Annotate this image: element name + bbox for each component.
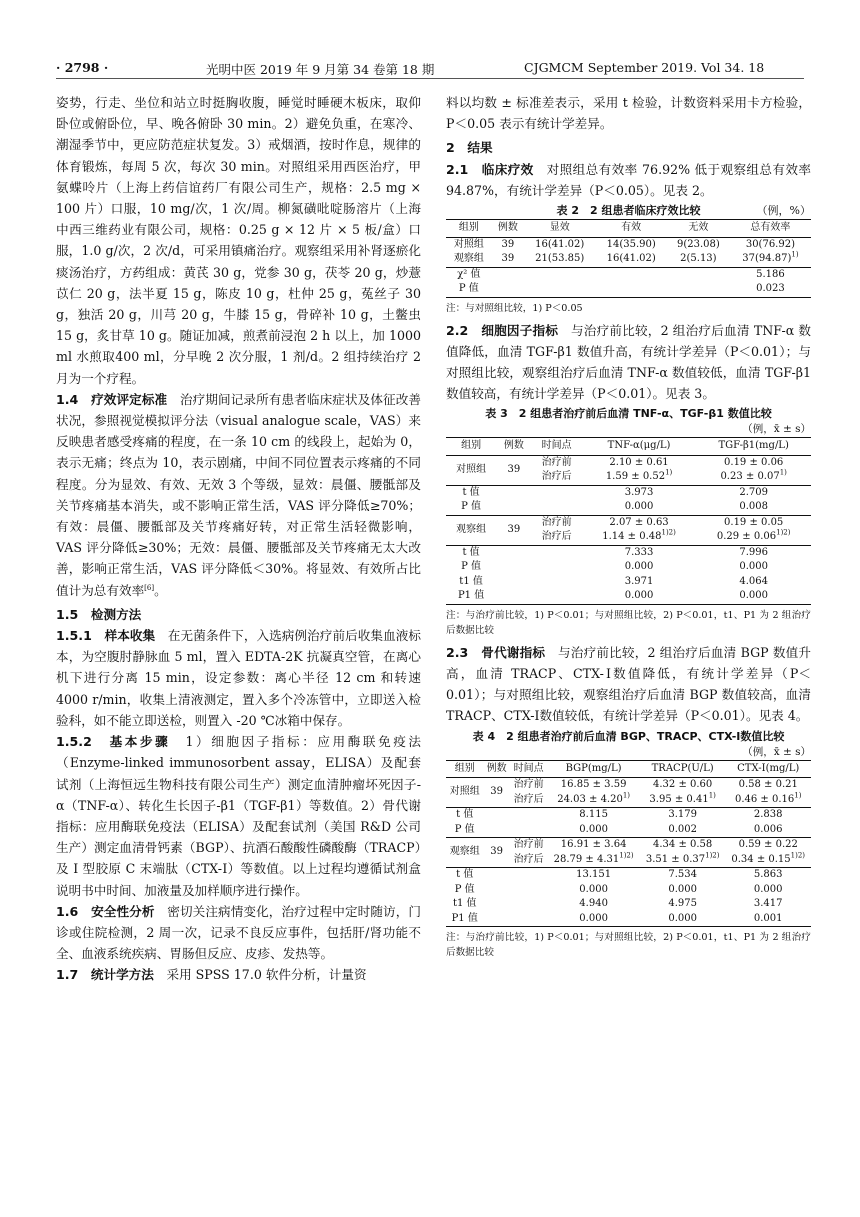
table-header: CTX-Ⅰ(mg/L) xyxy=(725,760,811,778)
cell-value: 0.34 ± 0.15 xyxy=(731,853,791,865)
stat-value: 7.333 xyxy=(582,545,697,560)
text-1-4-end: 。 xyxy=(154,582,167,598)
table-row xyxy=(446,252,811,267)
superscript: 1)2) xyxy=(661,529,676,537)
table-cell xyxy=(582,530,697,545)
stat-label: P 值 xyxy=(461,561,482,573)
heading-2: 2 结果 xyxy=(446,140,493,156)
table-header: BGP(mg/L) xyxy=(547,760,640,778)
table-cell: χ² 值 xyxy=(446,267,492,282)
stat-value: 0.000 xyxy=(624,501,654,513)
journal-title-cn: 光明中医 2019 年 9 月第 34 卷第 18 期 xyxy=(206,62,435,77)
table-2-note: 注：与对照组比较，1) P＜0.05 xyxy=(446,302,583,314)
table-cell xyxy=(640,853,726,868)
table-row xyxy=(446,515,811,530)
stat-value: 0.000 xyxy=(582,589,697,604)
stat-value: 7.534 xyxy=(640,868,726,883)
superscript: 1) xyxy=(794,791,802,800)
cell-value: 4.32 ± 0.60 xyxy=(653,779,713,791)
table-cell: 对照组 xyxy=(453,238,484,250)
text-2-2: 与治疗前比较，2 组治疗后血清 TNF-α 数值降低，血清 TGF-β1 数值升高，有统计学差异（P＜0.01）；与对照组比较，观察组治疗后血清 TNF-α 数值较低，血清 TGF-β1 数值较高，有统计学差异（P＜0.01）。见表 3。 xyxy=(446,322,812,402)
heading-2-1: 2.1 临床疗效 xyxy=(446,161,534,177)
empty-cell xyxy=(532,575,582,590)
superscript: 1) xyxy=(708,791,716,800)
cell-value: 3.51 ± 0.37 xyxy=(645,853,706,865)
cell-value: 0.23 ± 0.07 xyxy=(720,471,780,483)
stat-label: P1 值 xyxy=(446,589,496,604)
table-row xyxy=(446,575,811,590)
table-header: 例数 xyxy=(496,438,531,456)
stat-value: 3.417 xyxy=(753,898,783,910)
table-cell: 16(41.02) xyxy=(535,238,585,250)
cell-value: 0.19 ± 0.06 xyxy=(724,456,784,468)
table-cell xyxy=(547,853,640,868)
table-cell: 5.186 xyxy=(730,267,811,282)
cell-value: 24.03 ± 4.20 xyxy=(557,793,623,805)
table-cell xyxy=(696,455,811,470)
stat-value: 0.006 xyxy=(753,823,783,835)
cell-value: 0.46 ± 0.16 xyxy=(734,793,795,805)
table-cell: 21(53.85) xyxy=(535,253,585,265)
table-cell: 观察组 xyxy=(453,253,484,265)
text-1-4: 治疗期间记录所有患者临床症状及体征改善状况，参照视觉模拟评分法（visual analogue scale，VAS）来反映患者感受疼痛的程度，在一条 10 cm 的线段上，起始为 0，表示无痛；终点为 10，表示剧痛，中间不同位置表示疼痛的不同程度。分为显效、有效、无效 3 个等级，显效：晨僵、腰骶部及关节疼痛基本消失，或不影响正常生活，VAS 评分降低≥70%；有效：晨僵、腰骶部及关节疼痛好转，对正常生活轻微影响，VAS 评分降低≥30%；无效：晨僵、腰骶部及关节疼痛无太大改善，影响正常生活，VAS 评分降低＜30%。将显效、有效所占比值计为总有效率 xyxy=(56,391,422,598)
journal-title-en: CJGMCM September 2019. Vol 34. 18 xyxy=(524,60,765,75)
table-3-caption: 表 3 2 组患者治疗前后血清 TNF-α、TGF-β1 数值比较 xyxy=(485,407,772,421)
text-2-3: 与治疗前比较，2 组治疗后血清 BGP 数值升高，血清 TRACP、CTX-Ⅰ数值降低，有统计学差异（P＜0.01）；与对照组比较，观察组治疗后血清 BGP 数值较高，血清 TRACP、CTX-Ⅰ数值较低，有统计学差异（P＜0.01）。见表 4。 xyxy=(446,644,811,724)
stat-value: 0.000 xyxy=(696,589,811,604)
right-column xyxy=(446,92,811,964)
timepoint-cell: 治疗前 xyxy=(541,456,572,468)
cell-value: 16.91 ± 3.64 xyxy=(560,839,627,851)
group-cell: 观察组 xyxy=(446,515,496,545)
count-cell: 39 xyxy=(483,838,509,868)
table-row xyxy=(446,560,811,575)
table-row xyxy=(446,868,811,883)
cell-value: 0.29 ± 0.06 xyxy=(716,531,777,543)
timepoint-cell: 治疗后 xyxy=(513,853,544,865)
table-cell xyxy=(547,793,640,808)
table-4-caption: 表 4 2 组患者治疗前后血清 BGP、TRACP、CTX-Ⅰ数值比较 xyxy=(472,729,785,743)
table-cell: 14(35.90) xyxy=(606,238,656,250)
empty-cell xyxy=(532,485,582,500)
stat-label: t 值 xyxy=(446,545,496,560)
table-row xyxy=(446,485,811,500)
empty-cell xyxy=(496,545,531,560)
table-3-note: 注：与治疗前比较，1) P＜0.01；与对照组比较，2) P＜0.01，t1、P1 为 2 组治疗后数据比较 xyxy=(446,609,811,636)
stat-value: 0.000 xyxy=(640,912,726,927)
table-row xyxy=(446,823,811,838)
cell-value: 0.59 ± 0.22 xyxy=(738,839,798,851)
superscript: 1) xyxy=(779,469,787,477)
superscript: 1)2) xyxy=(705,851,720,860)
section-2-2 xyxy=(446,320,811,405)
superscript: 1) xyxy=(791,250,799,259)
cell-value: 4.34 ± 0.58 xyxy=(653,839,713,851)
table-row xyxy=(446,545,811,560)
table-cell xyxy=(696,515,811,530)
section-2-1 xyxy=(446,159,811,201)
stat-value: 0.000 xyxy=(547,912,640,927)
table-row xyxy=(446,808,811,823)
table-header: 例数 xyxy=(492,220,524,238)
table-row xyxy=(446,589,811,604)
empty-cell xyxy=(532,589,582,604)
table-cell xyxy=(725,853,811,868)
empty-cell xyxy=(510,868,547,883)
stat-value: 4.975 xyxy=(668,898,697,910)
count-cell: 39 xyxy=(490,786,504,798)
empty-cell xyxy=(483,912,509,927)
table-4-note: 注：与治疗前比较，1) P＜0.01；与对照组比较，2) P＜0.01，t1、P1 为 2 组治疗后数据比较 xyxy=(446,932,811,959)
table-cell: 2(5.13) xyxy=(680,253,717,265)
stat-label: P 值 xyxy=(454,883,475,895)
table-row xyxy=(446,500,811,515)
empty-cell xyxy=(532,560,582,575)
heading-2-2: 2.2 细胞因子指标 xyxy=(446,322,559,338)
table-cell: 39 xyxy=(501,253,515,265)
table-header: 无效 xyxy=(667,220,730,238)
heading-1-7: 1.7 统计学方法 xyxy=(56,967,154,983)
text-1-5-1: 在无菌条件下，入选病例治疗前后收集血液标本，为空腹肘静脉血 5 ml，置入 EDTA-2K 抗凝真空管，在离心机下进行分离 15 min，设定参数：离心半径 12 cm 和转速 4000 r/min，收集上清液测定，置入多个冷冻管中，立即送入检验科，如不能立即送检，则置入 -20 ℃冰箱中保存。 xyxy=(56,628,421,728)
table-row xyxy=(446,883,811,898)
table-header: 组别 xyxy=(446,438,496,456)
empty-cell xyxy=(483,897,509,912)
count-cell: 39 xyxy=(496,515,531,545)
table-3 xyxy=(446,437,811,605)
table-cell: 39 xyxy=(501,238,515,250)
table-row xyxy=(446,912,811,927)
stat-label: t 值 xyxy=(446,808,483,823)
stat-value: 2.838 xyxy=(725,808,811,823)
empty-cell xyxy=(532,500,582,515)
page-number: · 2798 · xyxy=(56,60,109,75)
table-header: 组别 xyxy=(446,760,483,778)
table-header: 有效 xyxy=(595,220,666,238)
superscript: 1) xyxy=(665,469,673,477)
table-cell xyxy=(582,470,697,485)
table-header: 显效 xyxy=(524,220,595,238)
table-row xyxy=(446,455,811,470)
table-3-unit: （例，x̄ ± s） xyxy=(742,423,811,436)
stat-value: 0.000 xyxy=(753,883,783,895)
stat-label: t 值 xyxy=(446,485,496,500)
cell-value: 1.14 ± 0.48 xyxy=(602,531,662,543)
section-1-4 xyxy=(56,389,421,601)
stat-label: P 值 xyxy=(454,823,475,835)
cell-value: 1.59 ± 0.52 xyxy=(605,471,666,483)
section-2-3 xyxy=(446,642,811,727)
heading-1-5: 1.5 检测方法 xyxy=(56,606,142,622)
stat-value: 0.000 xyxy=(624,561,654,573)
table-cell xyxy=(730,252,811,267)
table-2-unit: （例，%） xyxy=(756,204,811,218)
empty-cell xyxy=(483,868,509,883)
empty-cell xyxy=(496,500,531,515)
text-2-1: 对照组总有效率 76.92% 低于观察组总有效率 94.87%，有统计学差异（P＜0.05）。见表 2。 xyxy=(446,161,812,198)
table-row xyxy=(446,897,811,912)
table-cell: 0.023 xyxy=(730,282,811,297)
stat-value: 3.971 xyxy=(624,575,654,587)
cell-value: 2.07 ± 0.63 xyxy=(609,516,669,528)
stat-label: t 值 xyxy=(446,868,483,883)
empty-cell xyxy=(496,560,531,575)
empty-cell xyxy=(483,808,509,823)
stat-value: 3.973 xyxy=(582,485,697,500)
stat-value: 0.000 xyxy=(579,883,608,895)
stat-value: 4.940 xyxy=(579,898,608,910)
empty-cell xyxy=(510,912,547,927)
table-cell xyxy=(640,793,726,808)
empty-cell xyxy=(510,808,547,823)
stat-value: 13.151 xyxy=(547,868,640,883)
table-header: 总有效率 xyxy=(730,220,811,238)
heading-1-4: 1.4 疗效评定标准 xyxy=(56,391,168,407)
stat-value: 0.000 xyxy=(739,561,768,573)
table-cell xyxy=(696,470,811,485)
table-4-unit: （例，x̄ ± s） xyxy=(742,745,811,758)
timepoint-cell: 治疗前 xyxy=(513,779,544,791)
stat-value: 0.001 xyxy=(725,912,811,927)
timepoint-cell: 治疗后 xyxy=(513,793,544,805)
empty-cell xyxy=(483,883,509,898)
table-row xyxy=(446,282,811,297)
superscript: 1)2) xyxy=(776,529,791,537)
empty-cell xyxy=(496,589,531,604)
stat-label: P 值 xyxy=(461,501,482,513)
section-1-7 xyxy=(56,964,421,985)
stat-value: 2.709 xyxy=(696,485,811,500)
text-1-5-2: 1）细胞因子指标：应用酶联免疫法（Enzyme-linked immunosorbent assay，ELISA）及配套试剂（上海恒远生物科技有限公司生产）测定血清肿瘤坏死因子-α（TNF-α）、转化生长因子-β1（TGF-β1）等数值。2）骨代谢指标：应用酶联免疫法（ELISA）及配套试剂（美国 R&D 公司生产）测定血清骨钙素（BGP）、抗酒石酸酸性磷酸酶（TRACP）及 I 型胶原 C 末端肽（CTX-Ⅰ）等数值。以上过程均遵循试剂盒说明书中时间、加液量及加样顺序进行操作。 xyxy=(56,734,421,898)
stat-value: 7.996 xyxy=(696,545,811,560)
table-header: 时间点 xyxy=(510,760,547,778)
stat-label: P1 值 xyxy=(446,912,483,927)
section-1-5-1 xyxy=(56,625,421,731)
timepoint-cell: 治疗前 xyxy=(532,515,582,530)
cell-value: 0.58 ± 0.21 xyxy=(738,779,798,791)
stat-value: 0.000 xyxy=(579,823,608,835)
group-cell: 对照组 xyxy=(449,786,480,798)
paragraph-stats-cont: 料以均数 ± 标准差表示，采用 t 检验，计数资料采用卡方检验，P＜0.05 表示有统计学差异。 xyxy=(446,95,811,132)
group-cell: 对照组 xyxy=(456,464,487,476)
table-header: TGF-β1(mg/L) xyxy=(696,438,811,456)
table-cell xyxy=(582,455,697,470)
left-column xyxy=(56,92,421,986)
citation-6: [6] xyxy=(144,583,155,592)
table-header: 例数 xyxy=(483,760,509,778)
table-cell: P 值 xyxy=(446,282,492,297)
stat-label: t1 值 xyxy=(452,898,477,910)
empty-cell xyxy=(496,485,531,500)
table-cell xyxy=(696,530,811,545)
stat-value: 3.179 xyxy=(640,808,726,823)
table-2-caption xyxy=(446,203,811,219)
cell-value: 2.10 ± 0.61 xyxy=(609,456,669,468)
table-2-title: 表 2 2 组患者临床疗效比较 xyxy=(556,204,701,218)
table-row xyxy=(446,237,811,252)
table-header: TNF-α(μg/L) xyxy=(582,438,697,456)
table-header: TRACP(U/L) xyxy=(640,760,726,778)
cell-value: 3.95 ± 0.41 xyxy=(649,793,709,805)
table-header: 时间点 xyxy=(532,438,582,456)
stat-value: 0.002 xyxy=(668,823,697,835)
cell-value: 16.85 ± 3.59 xyxy=(560,779,627,791)
stat-value: 8.115 xyxy=(547,808,640,823)
table-cell: 16(41.02) xyxy=(606,253,656,265)
empty-cell xyxy=(483,823,509,838)
superscript: 1) xyxy=(622,791,631,800)
table-cell xyxy=(582,515,697,530)
stat-value: 5.863 xyxy=(725,868,811,883)
table-4 xyxy=(446,760,811,928)
heading-1-5-1: 1.5.1 样本收集 xyxy=(56,628,156,644)
timepoint-cell: 治疗后 xyxy=(541,531,572,543)
empty-cell xyxy=(510,883,547,898)
table-cell: 9(23.08) xyxy=(676,238,720,250)
table-header: 组别 xyxy=(446,220,492,238)
table-row xyxy=(446,267,811,282)
superscript: 1)2) xyxy=(619,851,634,860)
cell-value: 37(94.87) xyxy=(742,253,792,265)
text-1-7: 采用 SPSS 17.0 软件分析，计量资 xyxy=(153,967,367,983)
table-cell xyxy=(725,793,811,808)
heading-1-6: 1.6 安全性分析 xyxy=(56,903,155,919)
empty-cell xyxy=(496,575,531,590)
table-cell: 30(76.92) xyxy=(745,238,795,250)
cell-value: 28.79 ± 4.31 xyxy=(553,853,620,865)
cell-value: 0.19 ± 0.05 xyxy=(724,516,784,528)
timepoint-cell: 治疗后 xyxy=(541,471,572,483)
stat-value: 4.064 xyxy=(739,575,768,587)
count-cell: 39 xyxy=(507,464,521,476)
text-1-6: 密切关注病情变化，治疗过程中定时随访，门诊或住院检测，2 周一次，记录不良反应事件，包括肝/肾功能不全、血液系统疾病、胃肠但反应、皮疹、发热等。 xyxy=(56,903,421,962)
group-cell: 观察组 xyxy=(446,838,483,868)
table-2 xyxy=(446,219,811,298)
running-header xyxy=(56,56,804,79)
empty-cell xyxy=(510,897,547,912)
section-1-6 xyxy=(56,901,421,965)
stat-value: 0.008 xyxy=(739,501,768,513)
empty-cell xyxy=(510,823,547,838)
heading-2-3: 2.3 骨代谢指标 xyxy=(446,644,546,660)
stat-label: t1 值 xyxy=(459,575,483,587)
section-1-5-2 xyxy=(56,731,421,901)
paragraph-methods-cont: 姿势，行走、坐位和站立时挺胸收腹，睡觉时睡硬木板床，取仰卧位或俯卧位，早、晚各俯卧 30 min。2）避免负重，在寒冷、潮湿季节中，更应防范症状复发。3）戒烟酒，按时作息，规律的体育锻炼，每周 5 次，每次 30 min。对照组采用西医治疗，甲氨蝶呤片（上海上药信谊药厂有限公司生产，规格：2.5 mg × 100 片）口服，10 mg/次，1 次/周。柳氮磺吡啶肠溶片（上海中西三维药业有限公司，规格：0.25 g × 12 片 × 5 板/盒）口服，1.0 g/次，2 次/d，可采用镇痛治疗。观察组采用补肾逐瘀化痰汤治疗，方药组成：黄芪 30 g，党参 30 g，茯苓 20 g，炒薏苡仁 20 g，法半夏 15 g，陈皮 10 g，杜仲 25 g，菟丝子 30 g，独活 20 g，川芎 20 g，牛膝 15 g，骨碎补 10 g，土鳖虫 15 g，炙甘草 10 g。随证加减，煎煮前浸泡 2 h 以上，加 1000 ml 水煎取400 ml，分早晚 2 次分服，1 剂/d。2 组持续治疗 2 月为一个疗程。 xyxy=(56,95,421,386)
stat-value: 0.000 xyxy=(668,883,697,895)
superscript: 1)2) xyxy=(790,851,806,860)
heading-1-5-2: 1.5.2 基本步骤 xyxy=(56,734,171,750)
empty-cell xyxy=(532,545,582,560)
timepoint-cell: 治疗前 xyxy=(510,838,547,853)
